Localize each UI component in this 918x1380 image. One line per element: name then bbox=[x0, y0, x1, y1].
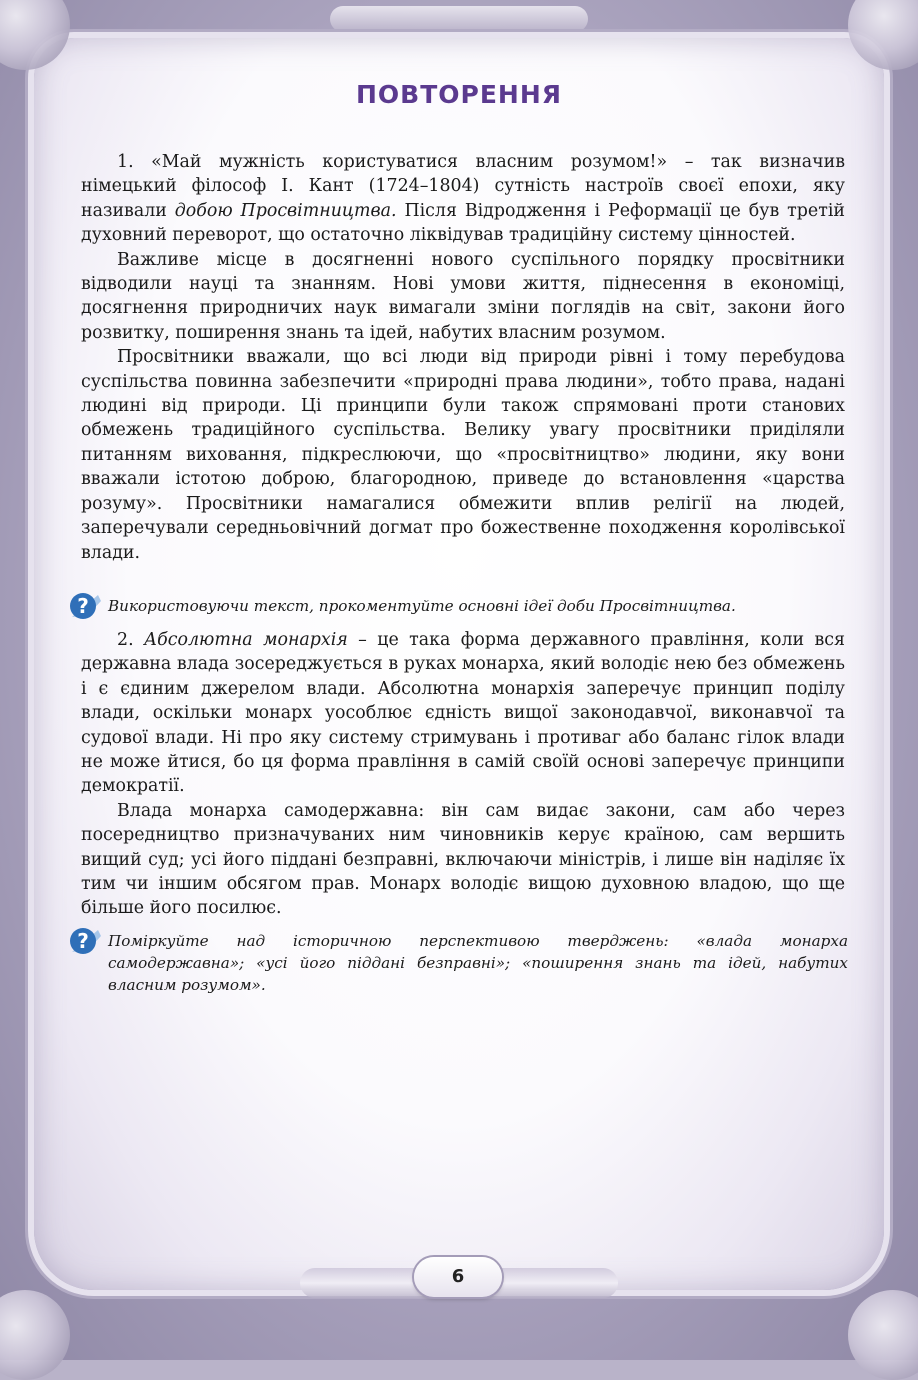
question-text: Використовуючи текст, прокоментуйте основні ідеї доби Просвітництва. bbox=[108, 597, 736, 615]
section-2 bbox=[81, 628, 845, 921]
question-block bbox=[68, 930, 848, 996]
emphasis-term: Абсолютна монархія bbox=[143, 630, 348, 650]
section-1 bbox=[81, 150, 845, 565]
paragraph bbox=[81, 628, 845, 799]
paragraph: Просвітники вважали, що всі люди від природи рівні і тому перебудова суспільства повинна забезпечити «природні права людини», тобто права, надані людині від природи. Ці принципи були також спрямовані проти станових обмежень традиційного суспільства. Велику увагу просвітники приділяли питанням виховання, підкреслюючи, що «просвітництво» людини, яку вони вважали істотою доброю, благородною, приведе до встановлення «царства розуму». Просвітники намагалися обмежити вплив релігії на людей, заперечували середньовічний догмат про божественне походження королівської влади. bbox=[81, 347, 845, 563]
text-run: Після Відродження і Реформації це був третій духовний переворот, що остаточно ліквідував традиційну систему цінностей. bbox=[81, 200, 845, 246]
text-run: 1. «Май мужність користуватися власним розумом!» – так визначив німецький філософ І. Кант (1724–1804) сутність настроїв своєї епохи, яку називали bbox=[81, 152, 845, 221]
question-icon bbox=[68, 589, 102, 625]
page-title: ПОВТОРЕННЯ bbox=[355, 80, 563, 109]
text-run: – це така форма державного правління, коли вся державна влада зосереджується в руках монарха, який володіє нею без обмежень і є єдиним джерелом влади. Абсолютна монархія заперечує принцип поділу влади, оскільки монарх уособлює єдність вищої законодавчої, виконавчої та судової влади. Ні про яку систему стримувань і противаг або баланс гілок влади не може йтися, бо ця форма правління в самій своїй основі заперечує принципи демократії. bbox=[81, 630, 845, 797]
emphasis-term: добою Просвітництва. bbox=[174, 200, 397, 221]
question-block bbox=[68, 595, 848, 617]
frame-corner-ornament bbox=[848, 1290, 918, 1380]
svg-text:?: ? bbox=[77, 594, 89, 618]
paragraph: Влада монарха самодержавна: він сам видає закони, сам або через посередництво призначуваних ним чиновників керує країною, сам вершить вищий суд; усі його піддані безправні, включаючи міністрів, і лише він наділяє їх тим чи іншим обсягом прав. Монарх володіє вищою духовною владою, що ще більше його посилює. bbox=[81, 800, 845, 919]
frame-corner-ornament bbox=[0, 1290, 70, 1380]
frame-ornament-top bbox=[330, 6, 588, 32]
question-text: Поміркуйте над історичною перспективою тверджень: «влада монарха самодержавна»; «усі його піддані безправні»; «поширення знань та ідей, набутих власним розумом». bbox=[108, 932, 848, 994]
text-run: 2. bbox=[117, 630, 144, 650]
question-icon bbox=[68, 924, 102, 960]
page-number: 6 bbox=[414, 1257, 502, 1297]
paragraph bbox=[81, 150, 845, 248]
paragraph: Важливе місце в досягненні нового суспільного порядку просвітники відводили науці та знанням. Нові умови життя, піднесення в економіці, досягнення природничих наук вимагали зміни поглядів на світ, закони його розвитку, поширення знань та ідей, набутих власним розумом. bbox=[81, 249, 845, 343]
svg-text:?: ? bbox=[77, 929, 89, 953]
